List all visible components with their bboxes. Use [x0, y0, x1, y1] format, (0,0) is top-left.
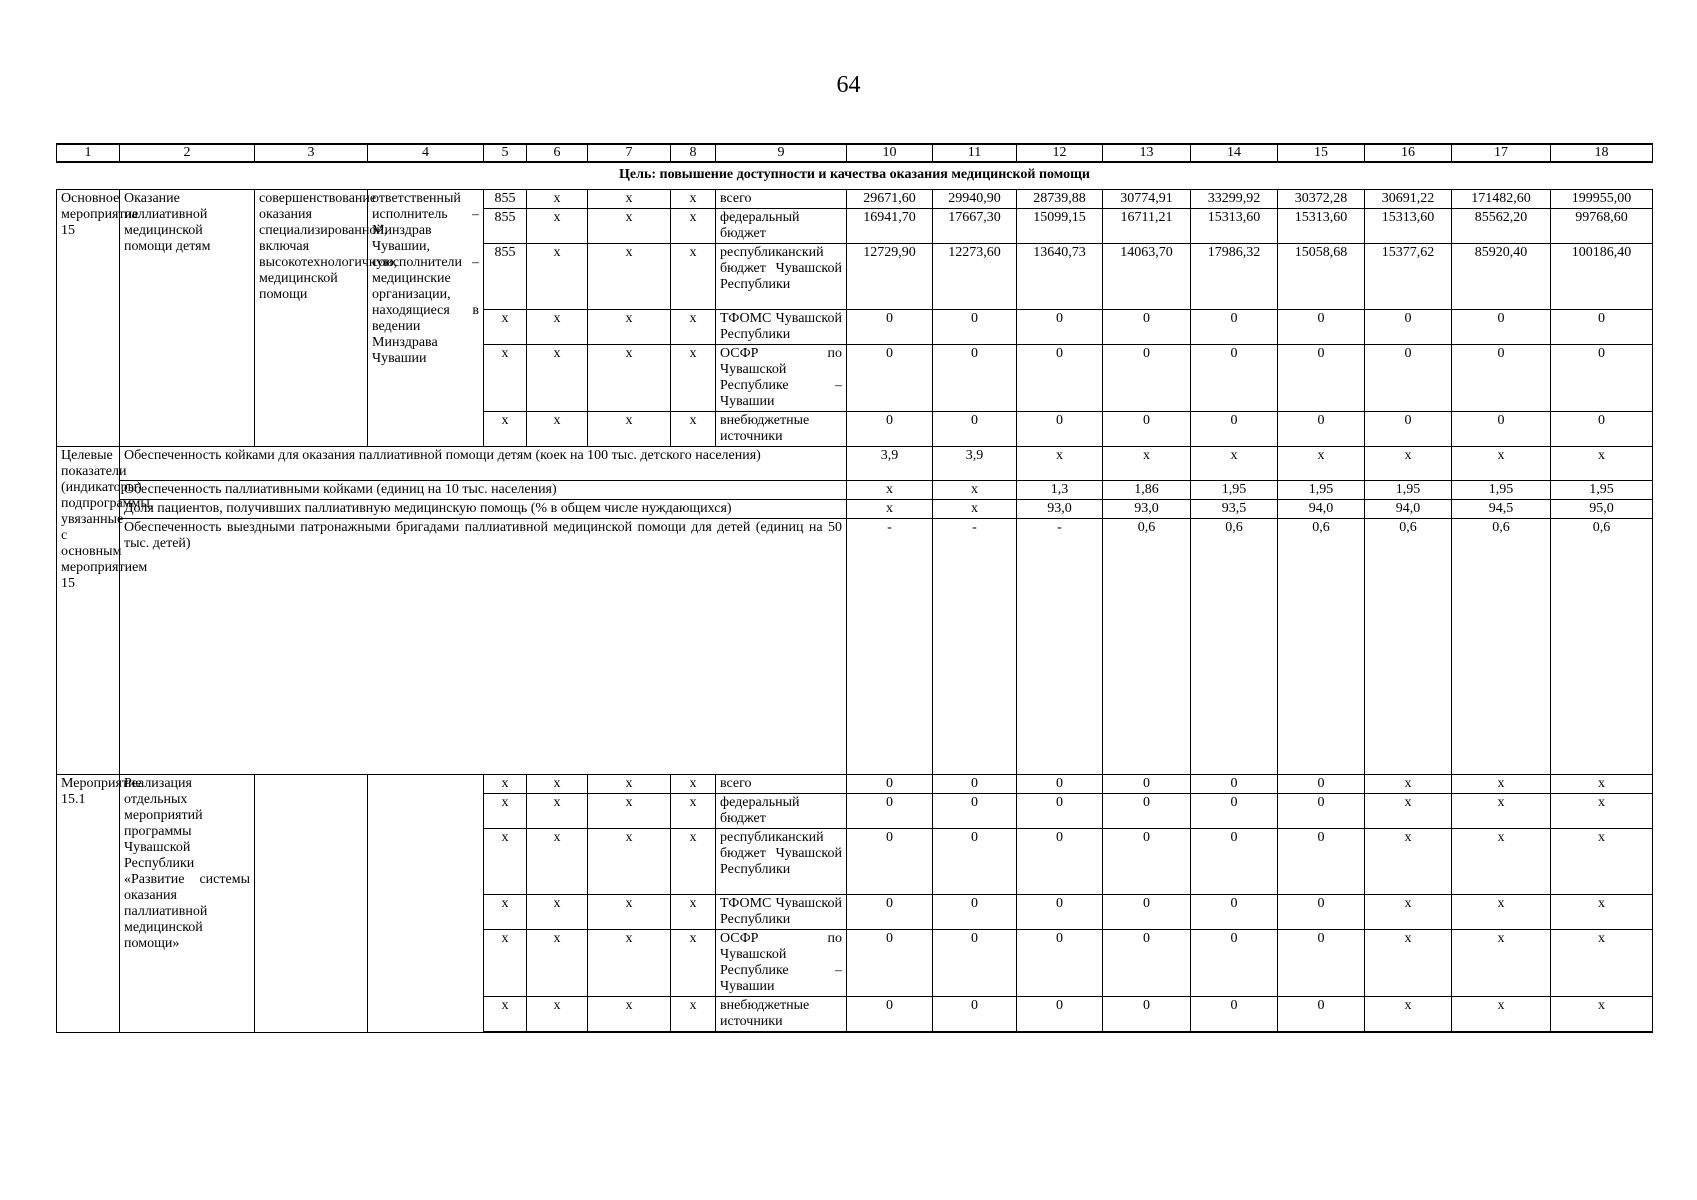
expense-group-cell: х	[671, 190, 716, 209]
indicator-value-cell-16: 94,0	[1365, 500, 1452, 519]
year-value-cell-16: х	[1365, 794, 1452, 829]
year-value-cell-14: 0	[1191, 930, 1278, 997]
year-value-cell-15: 0	[1278, 775, 1365, 794]
grbs-code-cell: х	[484, 345, 527, 412]
year-value-cell-13: 0	[1103, 412, 1191, 447]
indicator-value-cell-11: х	[933, 500, 1017, 519]
year-value-cell-17: 85920,40	[1452, 244, 1551, 310]
year-value-cell-11: 12273,60	[933, 244, 1017, 310]
indicator-row	[57, 447, 1653, 481]
year-value-cell-12: 0	[1017, 930, 1103, 997]
year-value-cell-16: х	[1365, 829, 1452, 895]
funding-source-cell: внебюджетные источники	[716, 997, 847, 1033]
indicator-value-cell-17: 0,6	[1452, 519, 1551, 775]
indicator-value-cell-12: -	[1017, 519, 1103, 775]
indicator-value-cell-16: 0,6	[1365, 519, 1452, 775]
grbs-code-cell: 855	[484, 244, 527, 310]
year-value-cell-17: 0	[1452, 412, 1551, 447]
year-value-cell-18: 0	[1551, 345, 1653, 412]
year-value-cell-15: 0	[1278, 829, 1365, 895]
grbs-code-cell: х	[484, 310, 527, 345]
year-value-cell-14: 15313,60	[1191, 209, 1278, 244]
year-value-cell-18: х	[1551, 829, 1653, 895]
year-value-cell-12: 0	[1017, 895, 1103, 930]
year-value-cell-18: 99768,60	[1551, 209, 1653, 244]
event-15-1-label: Мероприятие 15.1	[57, 775, 120, 1033]
year-value-cell-10: 0	[847, 310, 933, 345]
grbs-code-cell: х	[484, 829, 527, 895]
indicator-value-cell-15: 0,6	[1278, 519, 1365, 775]
year-value-cell-10: 0	[847, 794, 933, 829]
year-value-cell-18: 100186,40	[1551, 244, 1653, 310]
year-value-cell-13: 0	[1103, 829, 1191, 895]
year-value-cell-16: 15313,60	[1365, 209, 1452, 244]
year-value-cell-13: 0	[1103, 895, 1191, 930]
year-value-cell-16: 0	[1365, 345, 1452, 412]
target-article-cell: х	[588, 209, 671, 244]
year-value-cell-12: 0	[1017, 412, 1103, 447]
goal-text: Цель: повышение доступности и качества оказания медицинской помощи	[57, 162, 1653, 190]
funding-source-cell: всего	[716, 190, 847, 209]
funding-source-cell: ОСФР по Чувашской Республике – Чувашии	[716, 345, 847, 412]
col-header-12: 12	[1017, 144, 1103, 162]
year-value-cell-12: 13640,73	[1017, 244, 1103, 310]
event-15-1-name: Реализация отдельных мероприятий программы Чувашской Республики «Развитие системы оказания паллиативной медицинской помощи»	[120, 775, 255, 1033]
year-value-cell-17: 171482,60	[1452, 190, 1551, 209]
event-15-1-executor	[368, 775, 484, 1033]
indicator-text: Обеспеченность койками для оказания паллиативной помощи детям (коек на 100 тыс. детского населения)	[120, 447, 847, 481]
col-header-18: 18	[1551, 144, 1653, 162]
year-value-cell-16: х	[1365, 930, 1452, 997]
col-header-13: 13	[1103, 144, 1191, 162]
year-value-cell-10: 29671,60	[847, 190, 933, 209]
expense-group-cell: х	[671, 775, 716, 794]
year-value-cell-16: 0	[1365, 412, 1452, 447]
year-value-cell-16: х	[1365, 895, 1452, 930]
col-header-8: 8	[671, 144, 716, 162]
year-value-cell-13: 14063,70	[1103, 244, 1191, 310]
section-code-cell: х	[527, 829, 588, 895]
indicator-value-cell-18: 0,6	[1551, 519, 1653, 775]
year-value-cell-14: 0	[1191, 775, 1278, 794]
col-header-6: 6	[527, 144, 588, 162]
expense-group-cell: х	[671, 345, 716, 412]
expense-group-cell: х	[671, 829, 716, 895]
indicator-value-cell-17: 1,95	[1452, 481, 1551, 500]
year-value-cell-18: х	[1551, 895, 1653, 930]
col-header-4: 4	[368, 144, 484, 162]
section-code-cell: х	[527, 895, 588, 930]
expense-group-cell: х	[671, 930, 716, 997]
year-value-cell-13: 30774,91	[1103, 190, 1191, 209]
year-value-cell-14: 0	[1191, 829, 1278, 895]
indicator-value-cell-18: 95,0	[1551, 500, 1653, 519]
grbs-code-cell: 855	[484, 190, 527, 209]
year-value-cell-17: х	[1452, 775, 1551, 794]
table-body	[57, 162, 1653, 1032]
year-value-cell-15: 15058,68	[1278, 244, 1365, 310]
indicators-label: Целевые показатели (индикаторы) подпрограммы, увязанные с основным мероприятием 15	[57, 447, 120, 775]
target-article-cell: х	[588, 412, 671, 447]
expense-group-cell: х	[671, 997, 716, 1033]
event-15-1-result	[255, 775, 368, 1033]
indicator-value-cell-18: х	[1551, 447, 1653, 481]
year-value-cell-17: 85562,20	[1452, 209, 1551, 244]
year-value-cell-11: 29940,90	[933, 190, 1017, 209]
indicator-value-cell-15: х	[1278, 447, 1365, 481]
target-article-cell: х	[588, 895, 671, 930]
grbs-code-cell: х	[484, 794, 527, 829]
year-value-cell-11: 0	[933, 775, 1017, 794]
col-header-10: 10	[847, 144, 933, 162]
indicator-value-cell-17: х	[1452, 447, 1551, 481]
target-article-cell: х	[588, 244, 671, 310]
col-header-17: 17	[1452, 144, 1551, 162]
year-value-cell-10: 0	[847, 895, 933, 930]
indicator-value-cell-16: 1,95	[1365, 481, 1452, 500]
funding-source-cell: ОСФР по Чувашской Республике – Чувашии	[716, 930, 847, 997]
section-code-cell: х	[527, 997, 588, 1033]
col-header-1: 1	[57, 144, 120, 162]
year-value-cell-11: 0	[933, 412, 1017, 447]
indicator-value-cell-12: 1,3	[1017, 481, 1103, 500]
year-value-cell-10: 12729,90	[847, 244, 933, 310]
year-value-cell-12: 0	[1017, 775, 1103, 794]
indicator-value-cell-18: 1,95	[1551, 481, 1653, 500]
target-article-cell: х	[588, 794, 671, 829]
indicator-value-cell-13: х	[1103, 447, 1191, 481]
funding-source-cell: республиканский бюджет Чувашской Республики	[716, 829, 847, 895]
year-value-cell-14: 0	[1191, 412, 1278, 447]
year-value-cell-13: 0	[1103, 997, 1191, 1033]
year-value-cell-15: 0	[1278, 997, 1365, 1033]
funding-source-cell: республиканский бюджет Чувашской Республики	[716, 244, 847, 310]
year-value-cell-17: х	[1452, 794, 1551, 829]
indicator-value-cell-15: 1,95	[1278, 481, 1365, 500]
year-value-cell-15: 0	[1278, 345, 1365, 412]
target-article-cell: х	[588, 345, 671, 412]
indicator-text: Обеспеченность паллиативными койками (единиц на 10 тыс. населения)	[120, 481, 847, 500]
year-value-cell-16: х	[1365, 997, 1452, 1033]
year-value-cell-18: 0	[1551, 310, 1653, 345]
expense-group-cell: х	[671, 244, 716, 310]
grbs-code-cell: х	[484, 412, 527, 447]
indicator-value-cell-10: х	[847, 500, 933, 519]
year-value-cell-10: 0	[847, 345, 933, 412]
year-value-cell-10: 0	[847, 997, 933, 1033]
year-value-cell-15: 0	[1278, 895, 1365, 930]
grbs-code-cell: х	[484, 930, 527, 997]
year-value-cell-15: 0	[1278, 930, 1365, 997]
year-value-cell-14: 0	[1191, 794, 1278, 829]
program-table	[56, 143, 1653, 1033]
main-event-15-funding-row	[57, 190, 1653, 209]
indicator-value-cell-16: х	[1365, 447, 1452, 481]
year-value-cell-10: 16941,70	[847, 209, 933, 244]
year-value-cell-11: 0	[933, 895, 1017, 930]
indicator-value-cell-10: х	[847, 481, 933, 500]
header-row	[57, 144, 1653, 162]
indicator-row	[57, 519, 1653, 775]
year-value-cell-11: 0	[933, 345, 1017, 412]
year-value-cell-15: 0	[1278, 794, 1365, 829]
year-value-cell-12: 0	[1017, 997, 1103, 1033]
target-article-cell: х	[588, 310, 671, 345]
indicator-value-cell-13: 0,6	[1103, 519, 1191, 775]
expense-group-cell: х	[671, 310, 716, 345]
program-table-container	[56, 143, 1652, 1033]
year-value-cell-17: х	[1452, 997, 1551, 1033]
section-code-cell: х	[527, 190, 588, 209]
year-value-cell-14: 0	[1191, 997, 1278, 1033]
target-article-cell: х	[588, 930, 671, 997]
year-value-cell-15: 0	[1278, 310, 1365, 345]
goal-row	[57, 162, 1653, 190]
year-value-cell-13: 0	[1103, 775, 1191, 794]
section-code-cell: х	[527, 775, 588, 794]
year-value-cell-18: х	[1551, 997, 1653, 1033]
target-article-cell: х	[588, 775, 671, 794]
year-value-cell-16: х	[1365, 775, 1452, 794]
indicator-value-cell-12: х	[1017, 447, 1103, 481]
funding-source-cell: всего	[716, 775, 847, 794]
year-value-cell-18: х	[1551, 930, 1653, 997]
section-code-cell: х	[527, 930, 588, 997]
grbs-code-cell: х	[484, 895, 527, 930]
year-value-cell-17: х	[1452, 930, 1551, 997]
year-value-cell-18: 0	[1551, 412, 1653, 447]
year-value-cell-10: 0	[847, 775, 933, 794]
year-value-cell-10: 0	[847, 930, 933, 997]
year-value-cell-11: 0	[933, 829, 1017, 895]
page-number: 64	[836, 72, 861, 98]
year-value-cell-15: 30372,28	[1278, 190, 1365, 209]
year-value-cell-11: 0	[933, 794, 1017, 829]
col-header-5: 5	[484, 144, 527, 162]
indicator-value-cell-12: 93,0	[1017, 500, 1103, 519]
year-value-cell-16: 0	[1365, 310, 1452, 345]
funding-source-cell: ТФОМС Чувашской Республики	[716, 310, 847, 345]
expense-group-cell: х	[671, 412, 716, 447]
year-value-cell-13: 0	[1103, 794, 1191, 829]
indicator-value-cell-14: 93,5	[1191, 500, 1278, 519]
section-code-cell: х	[527, 345, 588, 412]
funding-source-cell: внебюджетные источники	[716, 412, 847, 447]
target-article-cell: х	[588, 997, 671, 1033]
target-article-cell: х	[588, 190, 671, 209]
col-header-16: 16	[1365, 144, 1452, 162]
col-header-9: 9	[716, 144, 847, 162]
section-code-cell: х	[527, 310, 588, 345]
year-value-cell-15: 15313,60	[1278, 209, 1365, 244]
col-header-3: 3	[255, 144, 368, 162]
col-header-2: 2	[120, 144, 255, 162]
year-value-cell-13: 0	[1103, 345, 1191, 412]
main-event-15-label: Основное мероприятие 15	[57, 190, 120, 447]
indicator-value-cell-13: 1,86	[1103, 481, 1191, 500]
indicator-text: Обеспеченность выездными патронажными бригадами паллиативной медицинской помощи для детей (единиц на 50 тыс. детей)	[120, 519, 847, 775]
year-value-cell-11: 0	[933, 930, 1017, 997]
year-value-cell-14: 0	[1191, 345, 1278, 412]
year-value-cell-14: 0	[1191, 310, 1278, 345]
year-value-cell-10: 0	[847, 412, 933, 447]
year-value-cell-11: 17667,30	[933, 209, 1017, 244]
year-value-cell-17: 0	[1452, 345, 1551, 412]
year-value-cell-18: х	[1551, 794, 1653, 829]
indicator-value-cell-11: х	[933, 481, 1017, 500]
indicator-value-cell-14: х	[1191, 447, 1278, 481]
year-value-cell-17: 0	[1452, 310, 1551, 345]
year-value-cell-16: 15377,62	[1365, 244, 1452, 310]
indicator-value-cell-15: 94,0	[1278, 500, 1365, 519]
year-value-cell-17: х	[1452, 829, 1551, 895]
expense-group-cell: х	[671, 209, 716, 244]
year-value-cell-12: 0	[1017, 345, 1103, 412]
year-value-cell-15: 0	[1278, 412, 1365, 447]
funding-source-cell: федеральный бюджет	[716, 794, 847, 829]
year-value-cell-16: 30691,22	[1365, 190, 1452, 209]
year-value-cell-14: 33299,92	[1191, 190, 1278, 209]
year-value-cell-11: 0	[933, 310, 1017, 345]
indicator-value-cell-11: -	[933, 519, 1017, 775]
year-value-cell-12: 28739,88	[1017, 190, 1103, 209]
year-value-cell-18: х	[1551, 775, 1653, 794]
year-value-cell-17: х	[1452, 895, 1551, 930]
year-value-cell-12: 0	[1017, 794, 1103, 829]
event-15-1-funding-row	[57, 775, 1653, 794]
main-event-15-result: совершенствование оказания специализированной, включая высокотехнологичную, медицинской помощи	[255, 190, 368, 447]
column-number-header	[57, 144, 1653, 162]
funding-source-cell: ТФОМС Чувашской Республики	[716, 895, 847, 930]
main-event-15-name: Оказание паллиативной медицинской помощи детям	[120, 190, 255, 447]
funding-source-cell: федеральный бюджет	[716, 209, 847, 244]
year-value-cell-12: 0	[1017, 310, 1103, 345]
year-value-cell-13: 0	[1103, 930, 1191, 997]
indicator-value-cell-14: 1,95	[1191, 481, 1278, 500]
col-header-7: 7	[588, 144, 671, 162]
year-value-cell-14: 17986,32	[1191, 244, 1278, 310]
indicator-row	[57, 500, 1653, 519]
indicator-text: Доля пациентов, получивших паллиативную медицинскую помощь (% в общем числе нуждающихся)	[120, 500, 847, 519]
grbs-code-cell: 855	[484, 209, 527, 244]
section-code-cell: х	[527, 244, 588, 310]
col-header-11: 11	[933, 144, 1017, 162]
main-event-15-executor: ответственный исполнитель – Минздрав Чувашии, соисполнители – медицинские организации, находящиеся в ведении Минздрава Чувашии	[368, 190, 484, 447]
col-header-15: 15	[1278, 144, 1365, 162]
indicator-value-cell-10: 3,9	[847, 447, 933, 481]
expense-group-cell: х	[671, 794, 716, 829]
year-value-cell-10: 0	[847, 829, 933, 895]
year-value-cell-18: 199955,00	[1551, 190, 1653, 209]
target-article-cell: х	[588, 829, 671, 895]
indicator-value-cell-10: -	[847, 519, 933, 775]
grbs-code-cell: х	[484, 775, 527, 794]
indicator-row	[57, 481, 1653, 500]
grbs-code-cell: х	[484, 997, 527, 1033]
year-value-cell-13: 16711,21	[1103, 209, 1191, 244]
year-value-cell-12: 0	[1017, 829, 1103, 895]
year-value-cell-13: 0	[1103, 310, 1191, 345]
indicator-value-cell-13: 93,0	[1103, 500, 1191, 519]
year-value-cell-11: 0	[933, 997, 1017, 1033]
col-header-14: 14	[1191, 144, 1278, 162]
indicator-value-cell-17: 94,5	[1452, 500, 1551, 519]
year-value-cell-14: 0	[1191, 895, 1278, 930]
section-code-cell: х	[527, 794, 588, 829]
indicator-value-cell-11: 3,9	[933, 447, 1017, 481]
expense-group-cell: х	[671, 895, 716, 930]
year-value-cell-12: 15099,15	[1017, 209, 1103, 244]
section-code-cell: х	[527, 412, 588, 447]
indicator-value-cell-14: 0,6	[1191, 519, 1278, 775]
section-code-cell: х	[527, 209, 588, 244]
